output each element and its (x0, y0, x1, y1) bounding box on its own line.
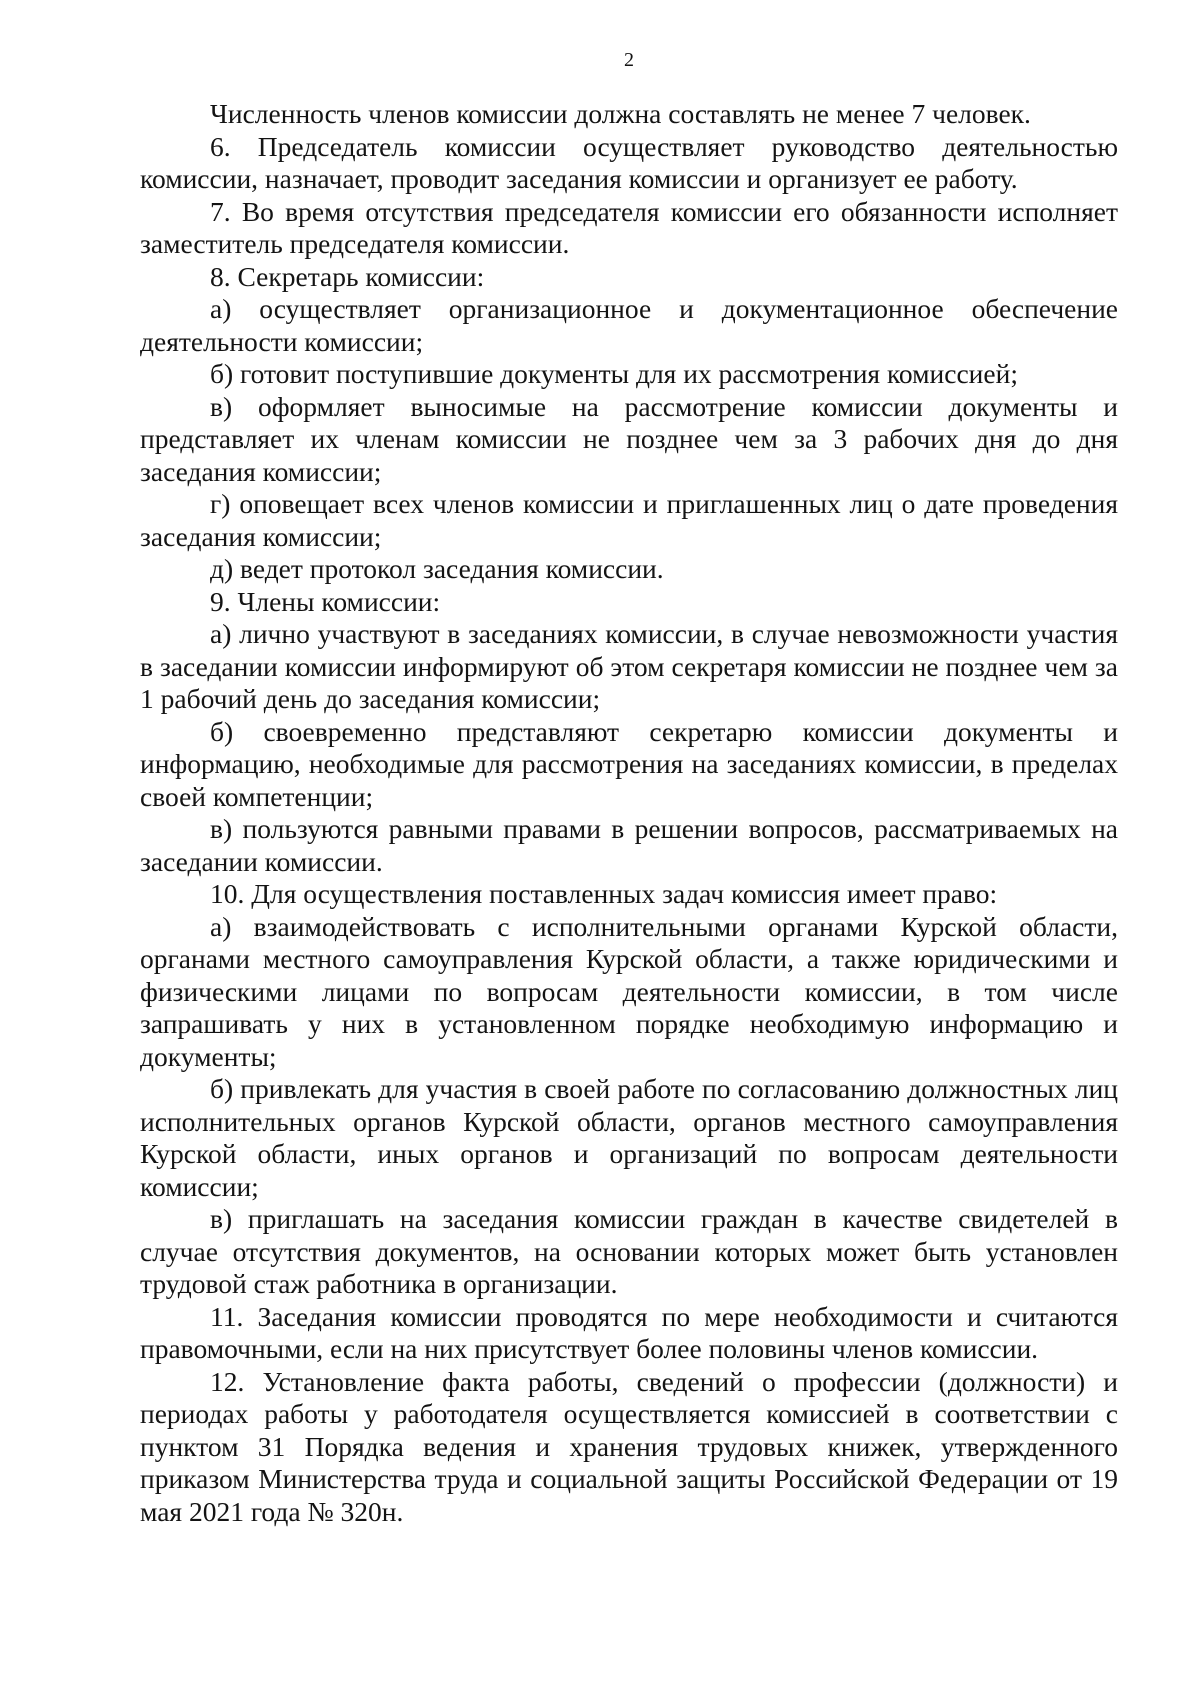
paragraph-9-members: 9. Члены комиссии: (210, 585, 441, 617)
paragraph-7-deputy: 7. Во время отсутствия председателя комиссии его обязанности исполняет заместитель председателя комиссии. (140, 195, 1118, 259)
paragraph-8v: в) оформляет выносимые на рассмотрение комиссии документы и представляет их членам комиссии не позднее чем за 3 рабочих дня до дня заседания комиссии; (140, 390, 1118, 487)
paragraph-10v: в) приглашать на заседания комиссии граждан в качестве свидетелей в случае отсутствия документов, на основании которых может быть установлен трудовой стаж работника в организации. (140, 1203, 1118, 1299)
paragraph-9b: б) своевременно представляют секретарю комиссии документы и информацию, необходимые для рассмотрения на заседаниях комиссии, в пределах своей компетенции; (140, 715, 1118, 812)
paragraph-11-meetings: 11. Заседания комиссии проводятся по мере необходимости и считаются правомочными, если на них присутствует более половины членов комиссии. (140, 1300, 1118, 1364)
paragraph-10-rights: 10. Для осуществления поставленных задач комиссия имеет право: (210, 878, 998, 909)
paragraph-8g: г) оповещает всех членов комиссии и приглашенных лиц о дате проведения заседания комиссии; (140, 488, 1118, 552)
paragraph-10a: а) взаимодействовать с исполнительными органами Курской области, органами местного самоуправления Курской области, а также юридическими и физическими лицами по вопросам деятельности комиссии, в том числе запрашивать у них в установленном порядке необходимую информацию и документы; (140, 910, 1118, 1072)
page-number: 2 (624, 49, 634, 71)
paragraph-9a: а) лично участвуют в заседаниях комиссии, в случае невозможности участия в заседании комиссии информируют об этом секретаря комиссии не позднее чем за 1 рабочий день до заседания комиссии; (140, 618, 1118, 714)
paragraph-12-establishment: 12. Установление факта работы, сведений о профессии (должности) и периодах работы у работодателя осуществляется комиссией в соответствии с пунктом 31 Порядка ведения и хранения трудовых книжек, утвержденного приказом Министерства труда и социальной защиты Российской Федерации от 19 мая 2021 года № 320н. (140, 1365, 1118, 1527)
paragraph-10b: б) привлекать для участия в своей работе по согласованию должностных лиц исполнительных органов Курской области, органов местного самоуправления Курской области, иных органов и организаций по вопросам деятельности комиссии; (140, 1073, 1118, 1202)
document-page (140, 48, 1118, 1528)
paragraph-8a: а) осуществляет организационное и документационное обеспечение деятельности комиссии; (140, 293, 1118, 357)
paragraph-members-count: Численность членов комиссии должна составлять не менее 7 человек. (210, 98, 1031, 129)
paragraph-8d: д) ведет протокол заседания комиссии. (210, 553, 664, 584)
paragraph-8b: б) готовит поступившие документы для их рассмотрения комиссией; (210, 358, 1018, 389)
paragraph-6-chairman: 6. Председатель комиссии осуществляет руководство деятельностью комиссии, назначает, проводит заседания комиссии и организует ее работу. (140, 130, 1118, 194)
paragraph-9v: в) пользуются равными правами в решении вопросов, рассматриваемых на заседании комиссии. (140, 813, 1118, 877)
paragraph-8-secretary: 8. Секретарь комиссии: (210, 260, 485, 292)
